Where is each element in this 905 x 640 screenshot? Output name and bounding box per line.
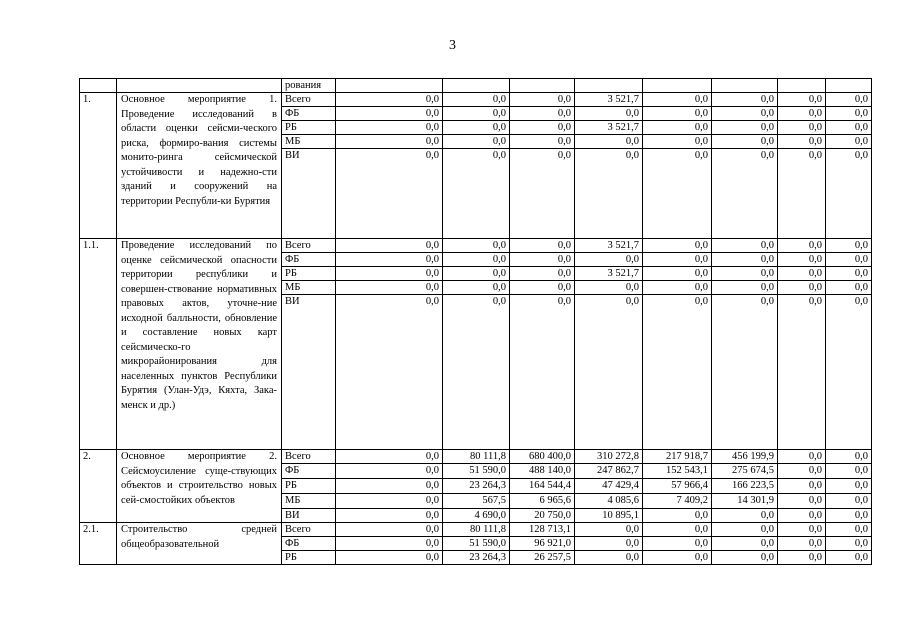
value-cell: 0,0	[643, 523, 712, 537]
value-cell: 0,0	[712, 239, 778, 253]
value-cell: 0,0	[643, 295, 712, 450]
value-cell: 456 199,9	[712, 450, 778, 464]
value-cell: 14 301,9	[712, 494, 778, 509]
value-cell: 0,0	[826, 281, 872, 295]
value-cell: 0,0	[826, 295, 872, 450]
value-cell: 0,0	[778, 523, 826, 537]
funding-source: ФБ	[282, 537, 336, 551]
value-cell: 0,0	[510, 253, 575, 267]
value-cell: 0,0	[643, 537, 712, 551]
value-cell: 96 921,0	[510, 537, 575, 551]
value-cell: 47 429,4	[575, 479, 643, 494]
value-cell: 0,0	[826, 509, 872, 523]
continuation-row	[80, 79, 872, 93]
value-cell: 0,0	[712, 523, 778, 537]
value-cell: 0,0	[336, 494, 443, 509]
value-cell	[510, 79, 575, 93]
value-cell: 6 965,6	[510, 494, 575, 509]
value-cell: 0,0	[336, 93, 443, 107]
value-cell: 0,0	[643, 509, 712, 523]
source-cell: рования	[282, 79, 336, 93]
value-cell: 0,0	[712, 107, 778, 121]
value-cell: 0,0	[510, 149, 575, 239]
item-number: 2.	[80, 450, 117, 523]
value-cell: 0,0	[510, 239, 575, 253]
value-cell: 0,0	[510, 121, 575, 135]
value-cell: 166 223,5	[712, 479, 778, 494]
value-cell: 0,0	[443, 253, 510, 267]
value-cell: 0,0	[826, 107, 872, 121]
value-cell: 0,0	[643, 239, 712, 253]
value-cell: 0,0	[443, 93, 510, 107]
value-cell: 10 895,1	[575, 509, 643, 523]
number-cell	[80, 79, 117, 93]
funding-source: МБ	[282, 281, 336, 295]
value-cell: 0,0	[336, 479, 443, 494]
value-cell: 0,0	[778, 93, 826, 107]
value-cell: 0,0	[778, 149, 826, 239]
value-cell: 0,0	[778, 135, 826, 149]
funding-source: Всего	[282, 523, 336, 537]
value-cell: 0,0	[643, 149, 712, 239]
value-cell: 0,0	[712, 281, 778, 295]
value-cell: 0,0	[778, 239, 826, 253]
funding-source: ФБ	[282, 464, 336, 479]
value-cell: 0,0	[712, 295, 778, 450]
value-cell: 0,0	[336, 523, 443, 537]
value-cell: 0,0	[643, 121, 712, 135]
value-cell: 0,0	[643, 253, 712, 267]
value-cell: 217 918,7	[643, 450, 712, 464]
value-cell: 0,0	[826, 551, 872, 565]
value-cell: 0,0	[510, 267, 575, 281]
value-cell: 567,5	[443, 494, 510, 509]
value-cell: 0,0	[575, 107, 643, 121]
value-cell: 0,0	[336, 281, 443, 295]
value-cell: 20 750,0	[510, 509, 575, 523]
value-cell: 0,0	[575, 281, 643, 295]
value-cell: 0,0	[778, 253, 826, 267]
value-cell: 0,0	[510, 295, 575, 450]
value-cell: 0,0	[826, 93, 872, 107]
funding-source: РБ	[282, 267, 336, 281]
value-cell: 0,0	[575, 253, 643, 267]
value-cell: 0,0	[712, 537, 778, 551]
value-cell: 0,0	[643, 267, 712, 281]
table-row	[80, 523, 872, 537]
value-cell: 0,0	[443, 121, 510, 135]
value-cell: 0,0	[510, 107, 575, 121]
funding-source: МБ	[282, 494, 336, 509]
funding-source: РБ	[282, 121, 336, 135]
value-cell: 0,0	[643, 135, 712, 149]
value-cell: 0,0	[826, 267, 872, 281]
value-cell: 0,0	[336, 149, 443, 239]
item-number: 1.1.	[80, 239, 117, 450]
value-cell: 0,0	[826, 537, 872, 551]
value-cell: 0,0	[712, 551, 778, 565]
value-cell: 0,0	[643, 551, 712, 565]
item-description: Строительство средней общеобразовательной	[117, 523, 282, 565]
value-cell: 0,0	[443, 295, 510, 450]
value-cell: 0,0	[826, 464, 872, 479]
funding-source: МБ	[282, 135, 336, 149]
value-cell: 0,0	[336, 107, 443, 121]
value-cell: 0,0	[712, 267, 778, 281]
value-cell: 0,0	[443, 267, 510, 281]
value-cell: 0,0	[712, 93, 778, 107]
funding-source: ФБ	[282, 253, 336, 267]
value-cell: 0,0	[826, 479, 872, 494]
value-cell: 0,0	[778, 295, 826, 450]
value-cell: 0,0	[643, 107, 712, 121]
value-cell: 0,0	[643, 281, 712, 295]
item-description: Основное мероприятие 1. Проведение исследований в области оценки сейсми-ческого риска, формиро-вания системы монито-ринга сейсмической устойчивости и надежно-сти зданий и сооружений на территории Республи-ки Бурятия	[117, 93, 282, 239]
funding-source: ВИ	[282, 295, 336, 450]
value-cell: 0,0	[712, 121, 778, 135]
value-cell: 247 862,7	[575, 464, 643, 479]
funding-source: ВИ	[282, 149, 336, 239]
value-cell: 0,0	[443, 107, 510, 121]
value-cell: 0,0	[778, 107, 826, 121]
value-cell: 3 521,7	[575, 121, 643, 135]
value-cell	[712, 79, 778, 93]
value-cell: 26 257,5	[510, 551, 575, 565]
value-cell: 0,0	[778, 450, 826, 464]
value-cell: 0,0	[826, 121, 872, 135]
description-cell	[117, 79, 282, 93]
value-cell: 128 713,1	[510, 523, 575, 537]
value-cell: 0,0	[336, 239, 443, 253]
value-cell: 0,0	[443, 281, 510, 295]
value-cell: 0,0	[778, 479, 826, 494]
value-cell: 0,0	[336, 509, 443, 523]
value-cell: 0,0	[575, 537, 643, 551]
value-cell: 80 111,8	[443, 523, 510, 537]
value-cell	[336, 79, 443, 93]
value-cell: 0,0	[336, 253, 443, 267]
value-cell	[575, 79, 643, 93]
funding-source: ФБ	[282, 107, 336, 121]
value-cell: 0,0	[826, 149, 872, 239]
value-cell: 0,0	[443, 239, 510, 253]
funding-source: Всего	[282, 450, 336, 464]
value-cell: 3 521,7	[575, 93, 643, 107]
value-cell: 275 674,5	[712, 464, 778, 479]
value-cell: 0,0	[826, 253, 872, 267]
value-cell: 51 590,0	[443, 537, 510, 551]
value-cell: 0,0	[826, 239, 872, 253]
value-cell: 0,0	[778, 537, 826, 551]
item-number: 2.1.	[80, 523, 117, 565]
value-cell: 0,0	[778, 494, 826, 509]
table-row	[80, 239, 872, 253]
value-cell: 0,0	[712, 135, 778, 149]
value-cell: 0,0	[443, 135, 510, 149]
value-cell: 0,0	[712, 149, 778, 239]
item-number: 1.	[80, 93, 117, 239]
value-cell: 0,0	[510, 135, 575, 149]
value-cell: 0,0	[778, 281, 826, 295]
value-cell: 0,0	[336, 267, 443, 281]
funding-source: Всего	[282, 239, 336, 253]
value-cell: 0,0	[778, 509, 826, 523]
table-row	[80, 93, 872, 107]
value-cell: 23 264,3	[443, 551, 510, 565]
value-cell: 7 409,2	[643, 494, 712, 509]
value-cell: 0,0	[643, 93, 712, 107]
value-cell: 0,0	[336, 135, 443, 149]
value-cell: 80 111,8	[443, 450, 510, 464]
value-cell: 0,0	[443, 149, 510, 239]
value-cell	[443, 79, 510, 93]
value-cell: 680 400,0	[510, 450, 575, 464]
value-cell: 51 590,0	[443, 464, 510, 479]
value-cell: 23 264,3	[443, 479, 510, 494]
value-cell: 0,0	[712, 253, 778, 267]
value-cell: 0,0	[826, 135, 872, 149]
value-cell: 488 140,0	[510, 464, 575, 479]
value-cell: 4 085,6	[575, 494, 643, 509]
value-cell: 0,0	[575, 295, 643, 450]
value-cell: 0,0	[336, 295, 443, 450]
value-cell: 0,0	[336, 464, 443, 479]
value-cell: 0,0	[336, 551, 443, 565]
value-cell: 0,0	[575, 149, 643, 239]
value-cell	[826, 79, 872, 93]
value-cell: 3 521,7	[575, 239, 643, 253]
value-cell: 0,0	[712, 509, 778, 523]
value-cell: 0,0	[575, 135, 643, 149]
value-cell: 0,0	[336, 537, 443, 551]
value-cell: 164 544,4	[510, 479, 575, 494]
item-description: Проведение исследований по оценке сейсмической опасности территории республики и совершен-ствование нормативных правовых актов, уточне-ние исходной балльности, обновление и составление новых карт сейсмическо-го микрорайонирования для населенных пунктов Республики Бурятия (Улан-Удэ, Кяхта, Зака-менск и др.)	[117, 239, 282, 450]
funding-source: РБ	[282, 479, 336, 494]
value-cell: 310 272,8	[575, 450, 643, 464]
value-cell: 0,0	[778, 464, 826, 479]
value-cell: 0,0	[510, 93, 575, 107]
value-cell: 0,0	[826, 494, 872, 509]
value-cell: 0,0	[336, 450, 443, 464]
value-cell: 0,0	[575, 523, 643, 537]
value-cell: 0,0	[336, 121, 443, 135]
value-cell: 0,0	[510, 281, 575, 295]
value-cell: 0,0	[826, 450, 872, 464]
value-cell: 3 521,7	[575, 267, 643, 281]
value-cell	[778, 79, 826, 93]
value-cell: 0,0	[575, 551, 643, 565]
value-cell: 0,0	[778, 121, 826, 135]
funding-source: Всего	[282, 93, 336, 107]
funding-source: РБ	[282, 551, 336, 565]
value-cell: 57 966,4	[643, 479, 712, 494]
page-number: 3	[449, 38, 456, 53]
value-cell: 4 690,0	[443, 509, 510, 523]
item-description: Основное мероприятие 2. Сейсмоусиление суще-ствующих объектов и строительство новых сей-смостойких объектов	[117, 450, 282, 523]
value-cell: 152 543,1	[643, 464, 712, 479]
value-cell: 0,0	[778, 267, 826, 281]
value-cell	[643, 79, 712, 93]
value-cell: 0,0	[826, 523, 872, 537]
table-row	[80, 450, 872, 464]
funding-source: ВИ	[282, 509, 336, 523]
budget-table	[79, 78, 872, 565]
value-cell: 0,0	[778, 551, 826, 565]
